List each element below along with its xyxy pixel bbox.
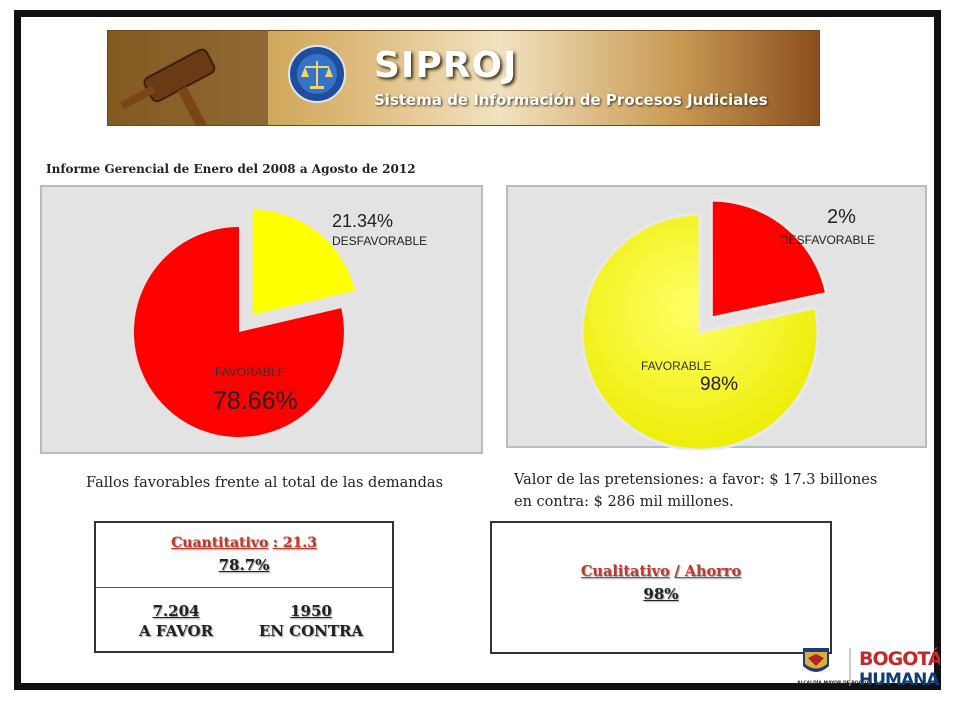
card-quant-heading-label: Cuantitativo [171, 535, 269, 551]
pie-chart-2 [508, 187, 929, 450]
card-favor-label: A FAVOR [138, 622, 214, 640]
card-quant-heading-value: : 21.3 [272, 535, 317, 551]
siproj-banner [107, 30, 820, 126]
coat-of-arms-icon [803, 648, 829, 672]
pie1-fav-value: 78.66% [213, 387, 298, 415]
card-qual-heading-value: / Ahorro [674, 563, 742, 580]
banner-subtitle: Sistema de Información de Procesos Judiciales [374, 91, 768, 109]
caption-right-line1: Valor de las pretensiones: a favor: $ 17.3 billones [514, 472, 878, 488]
report-title: Informe Gerencial de Enero del 2008 a Agosto de 2012 [46, 162, 416, 176]
footer-logos [795, 644, 940, 690]
card-qual-percent: 98% [643, 585, 679, 603]
pie1-desfav-value: 21.34% [332, 211, 394, 231]
pie2-fav-label: FAVORABLE [641, 359, 712, 373]
pie2-desfav-label: DESFAVORABLE [780, 233, 876, 247]
chart-claims-value [506, 185, 927, 448]
pie2-desfav-value: 2% [827, 206, 856, 228]
card-contra-count: 1950 [290, 602, 332, 620]
chart-favorable-rulings [40, 185, 483, 454]
card-qual-heading-label: Cualitativo [580, 563, 670, 580]
pie-chart-1 [42, 187, 485, 456]
gavel-icon [108, 31, 268, 125]
caption-right-line2: en contra: $ 286 mil millones. [514, 494, 734, 510]
card-favor-count: 7.204 [152, 602, 200, 620]
bogota-logos-icon [795, 644, 940, 690]
card-contra-label: EN CONTRA [258, 622, 364, 640]
card-qualitative [490, 521, 832, 654]
pie2-slice-desfavorable [711, 200, 826, 318]
caption-left: Fallos favorables frente al total de las demandas [86, 475, 444, 491]
pie1-desfav-label: DESFAVORABLE [332, 234, 428, 248]
scales-logo-icon [288, 45, 346, 103]
bogota-logo-line2: HUMANA [859, 670, 939, 690]
alcaldia-logo-text: ALCALDÍA MAYOR DE BOGOTÁ D.C. [797, 681, 885, 686]
bogota-logo-line1: BOGOTÁ [859, 648, 940, 670]
pie2-fav-value: 98% [700, 374, 739, 395]
card-quant-percent: 78.7% [218, 556, 270, 574]
card-quantitative [94, 521, 394, 653]
card-quant-divider [96, 587, 392, 588]
pie1-fav-label: FAVORABLE [215, 365, 286, 379]
banner-title: SIPROJ [374, 45, 518, 86]
